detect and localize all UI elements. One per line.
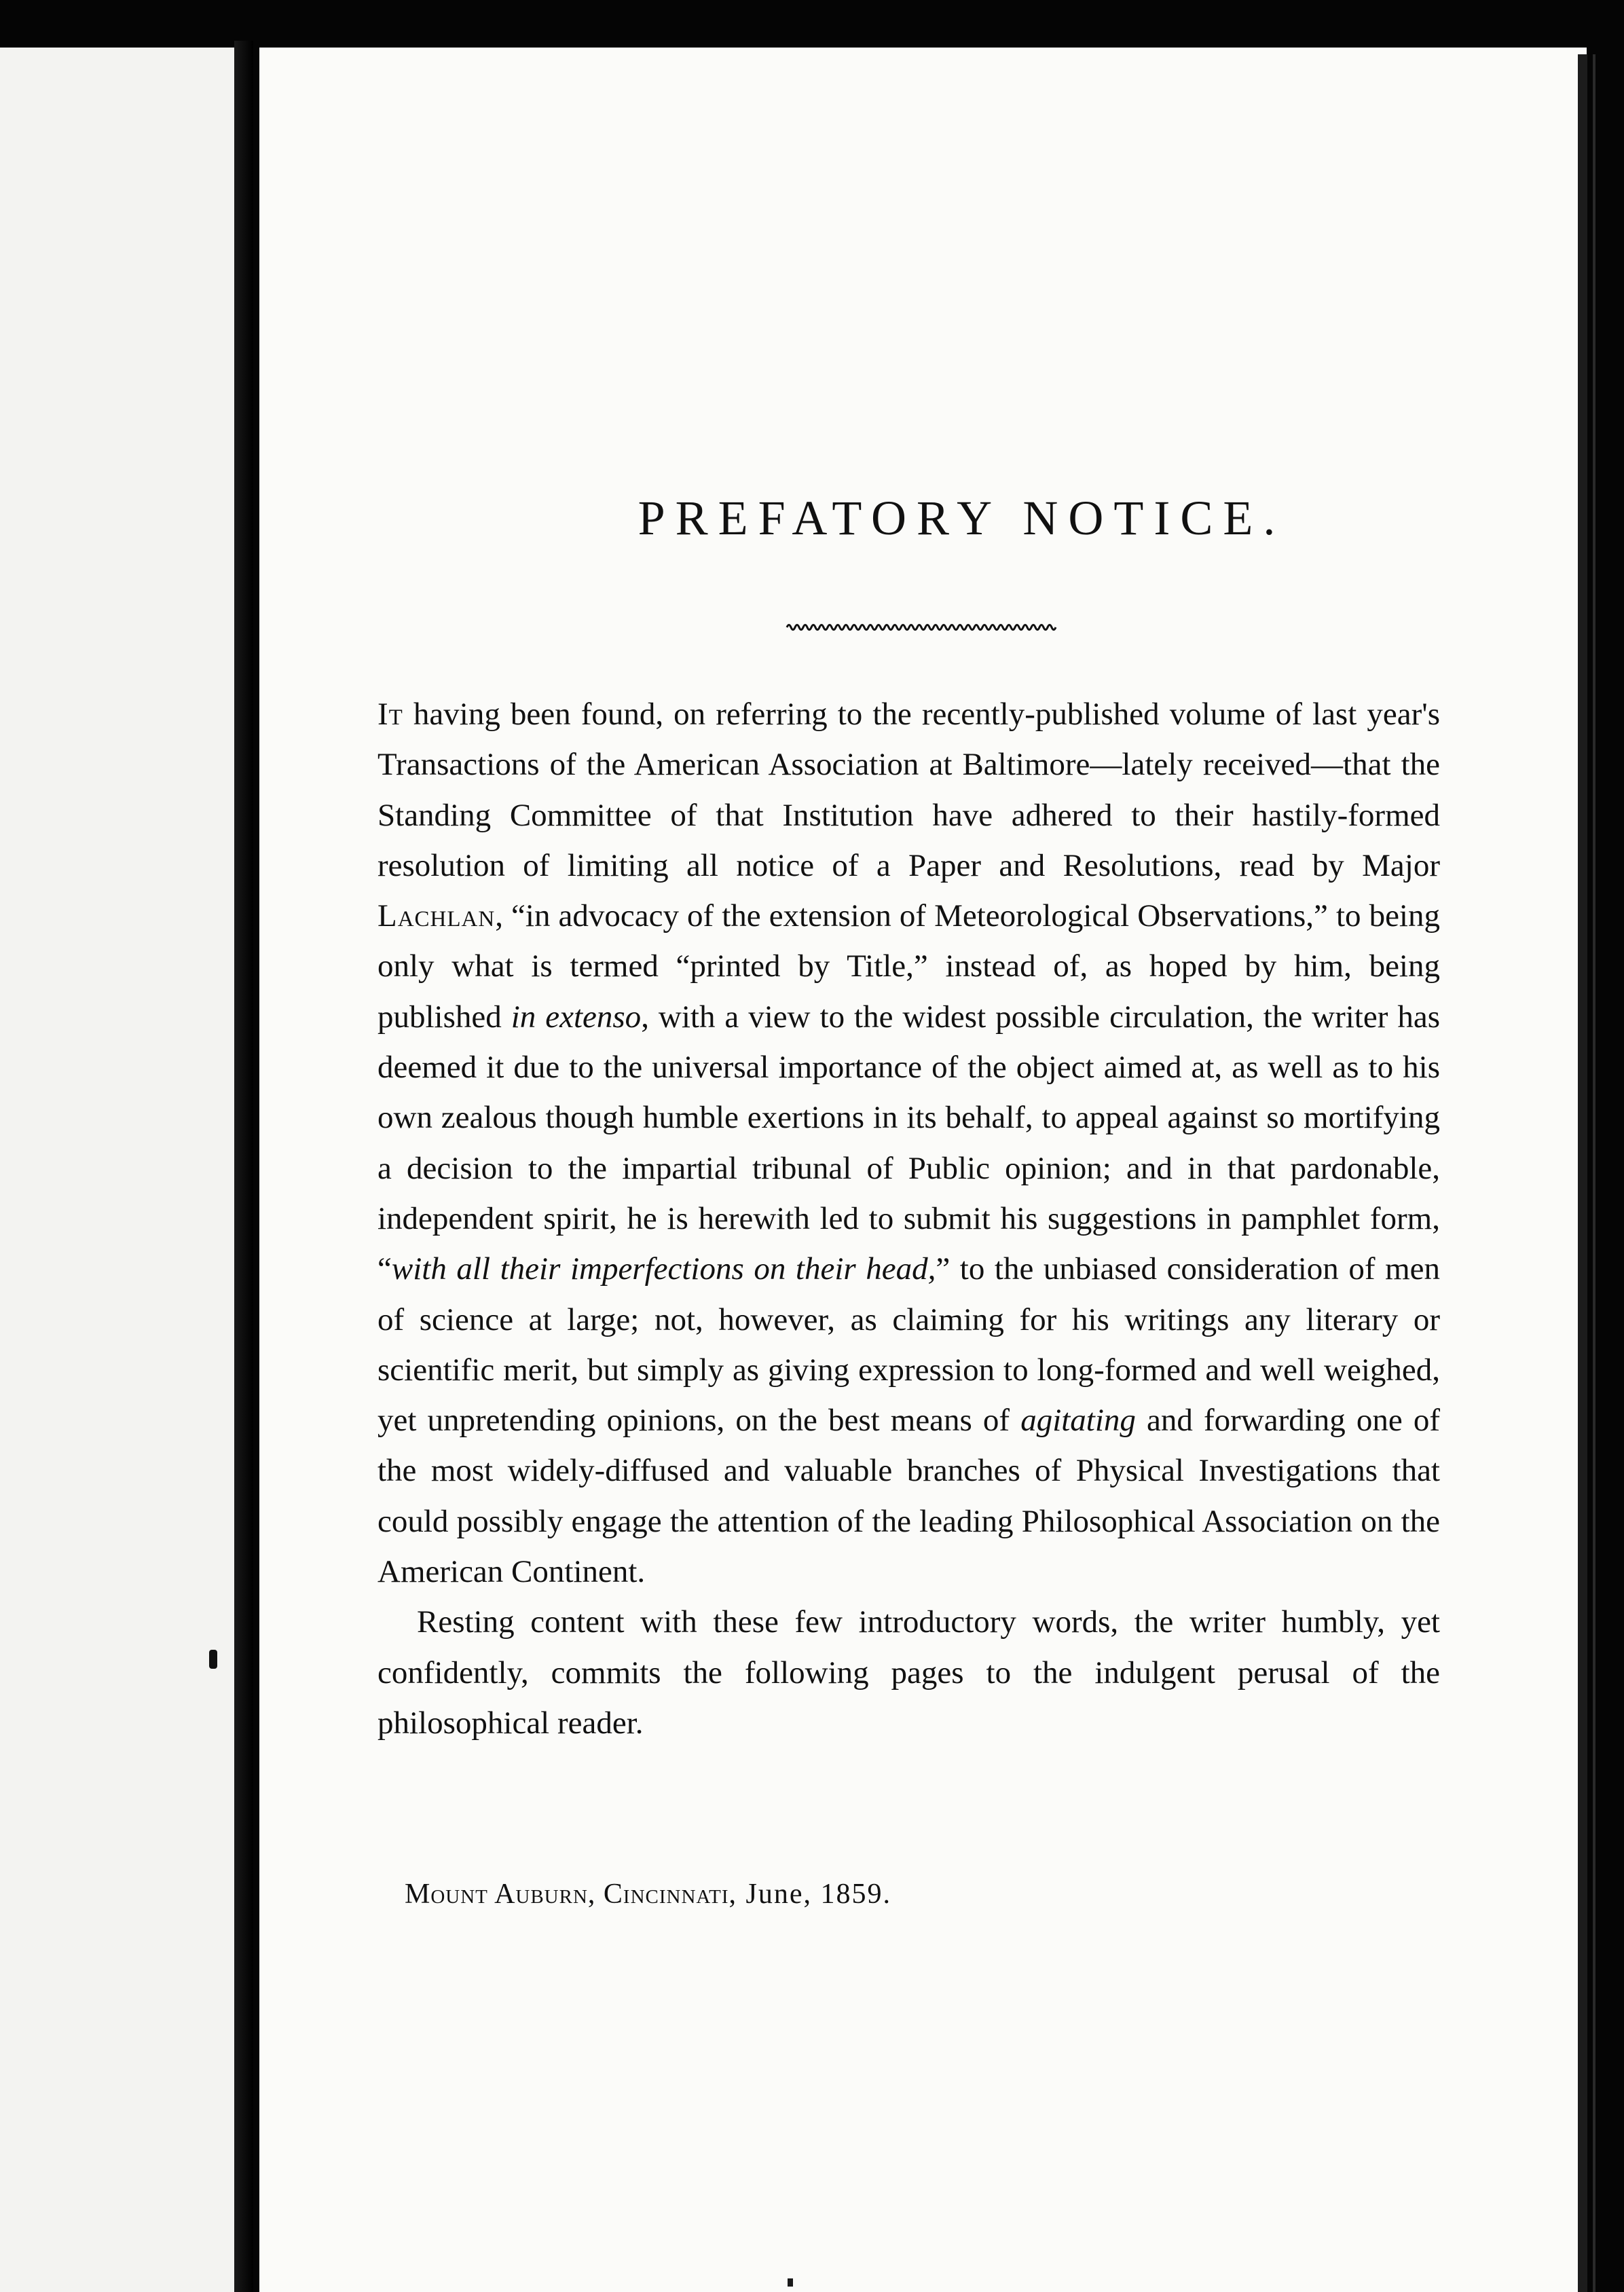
paragraph-1-text-c: , with a view to the widest possible circulation, the writer has deemed it due to the universal importance of the object aimed at, as well as to his own zealous though humble exertions in its behalf, to appeal against so mortifying a decision to the impartial tribunal of Public opinion; and in that pardonable, independent spirit, he is herewith led to submit his suggestions in pamphlet form, “ (377, 999, 1440, 1287)
notice-body (377, 689, 1440, 1748)
page-title: PREFATORY NOTICE. (638, 491, 1286, 545)
italic-phrase-in-extenso: in extenso (511, 999, 642, 1035)
paragraph-1-text-d: ” to the unbiased consideration of men of science at large; not, however, as claiming for his writings any literary or scientific merit, but simply as giving expression to long-formed and well weighed, yet unpretending opinions, on the best means of (377, 1251, 1440, 1439)
wavy-divider-ornament (786, 621, 1058, 633)
right-page-edge (1578, 54, 1587, 2292)
italic-quotation: with all their imperfections on their head, (391, 1251, 936, 1287)
bottom-mark (788, 2278, 793, 2287)
dateline-place: Mount Auburn, Cincinnati (405, 1879, 729, 1910)
binding-shadow (234, 41, 253, 2292)
dateline-date: , June, 1859. (728, 1879, 892, 1910)
italic-word-agitating: agitating (1020, 1403, 1136, 1439)
paragraph-1-text-b: , “in advocacy of the extension of Meteorological Observations,” to being only what is termed “printed by Title,” instead of, as hoped by him, being published (377, 898, 1440, 1035)
right-edge-line (1593, 54, 1595, 2292)
author-name: Lachlan (377, 898, 496, 934)
dateline (405, 1878, 891, 1910)
paragraph-2: Resting content with these few introductory words, the writer humbly, yet confidently, commits the following pages to the indulgent perusal of the philosophical reader. (377, 1604, 1440, 1741)
binding-mark (209, 1650, 217, 1669)
lead-word: It (377, 697, 403, 732)
paragraph-1 (377, 689, 1440, 1597)
paragraph-1-text-e: and forwarding one of the most widely-diffused and valuable branches of Physical Investigations that could possibly engage the attention of the leading Philosophical Association on the American Continent. (377, 1403, 1440, 1590)
paragraph-1-text-a: having been found, on referring to the recently-published volume of last year's Transactions of the American Association at Baltimore—lately received—that the Standing Committee of that Institution have adhered to their hastily-formed resolution of limiting all notice of a Paper and Resolutions, read by Major (377, 697, 1440, 883)
facing-page-edge (0, 48, 234, 2292)
